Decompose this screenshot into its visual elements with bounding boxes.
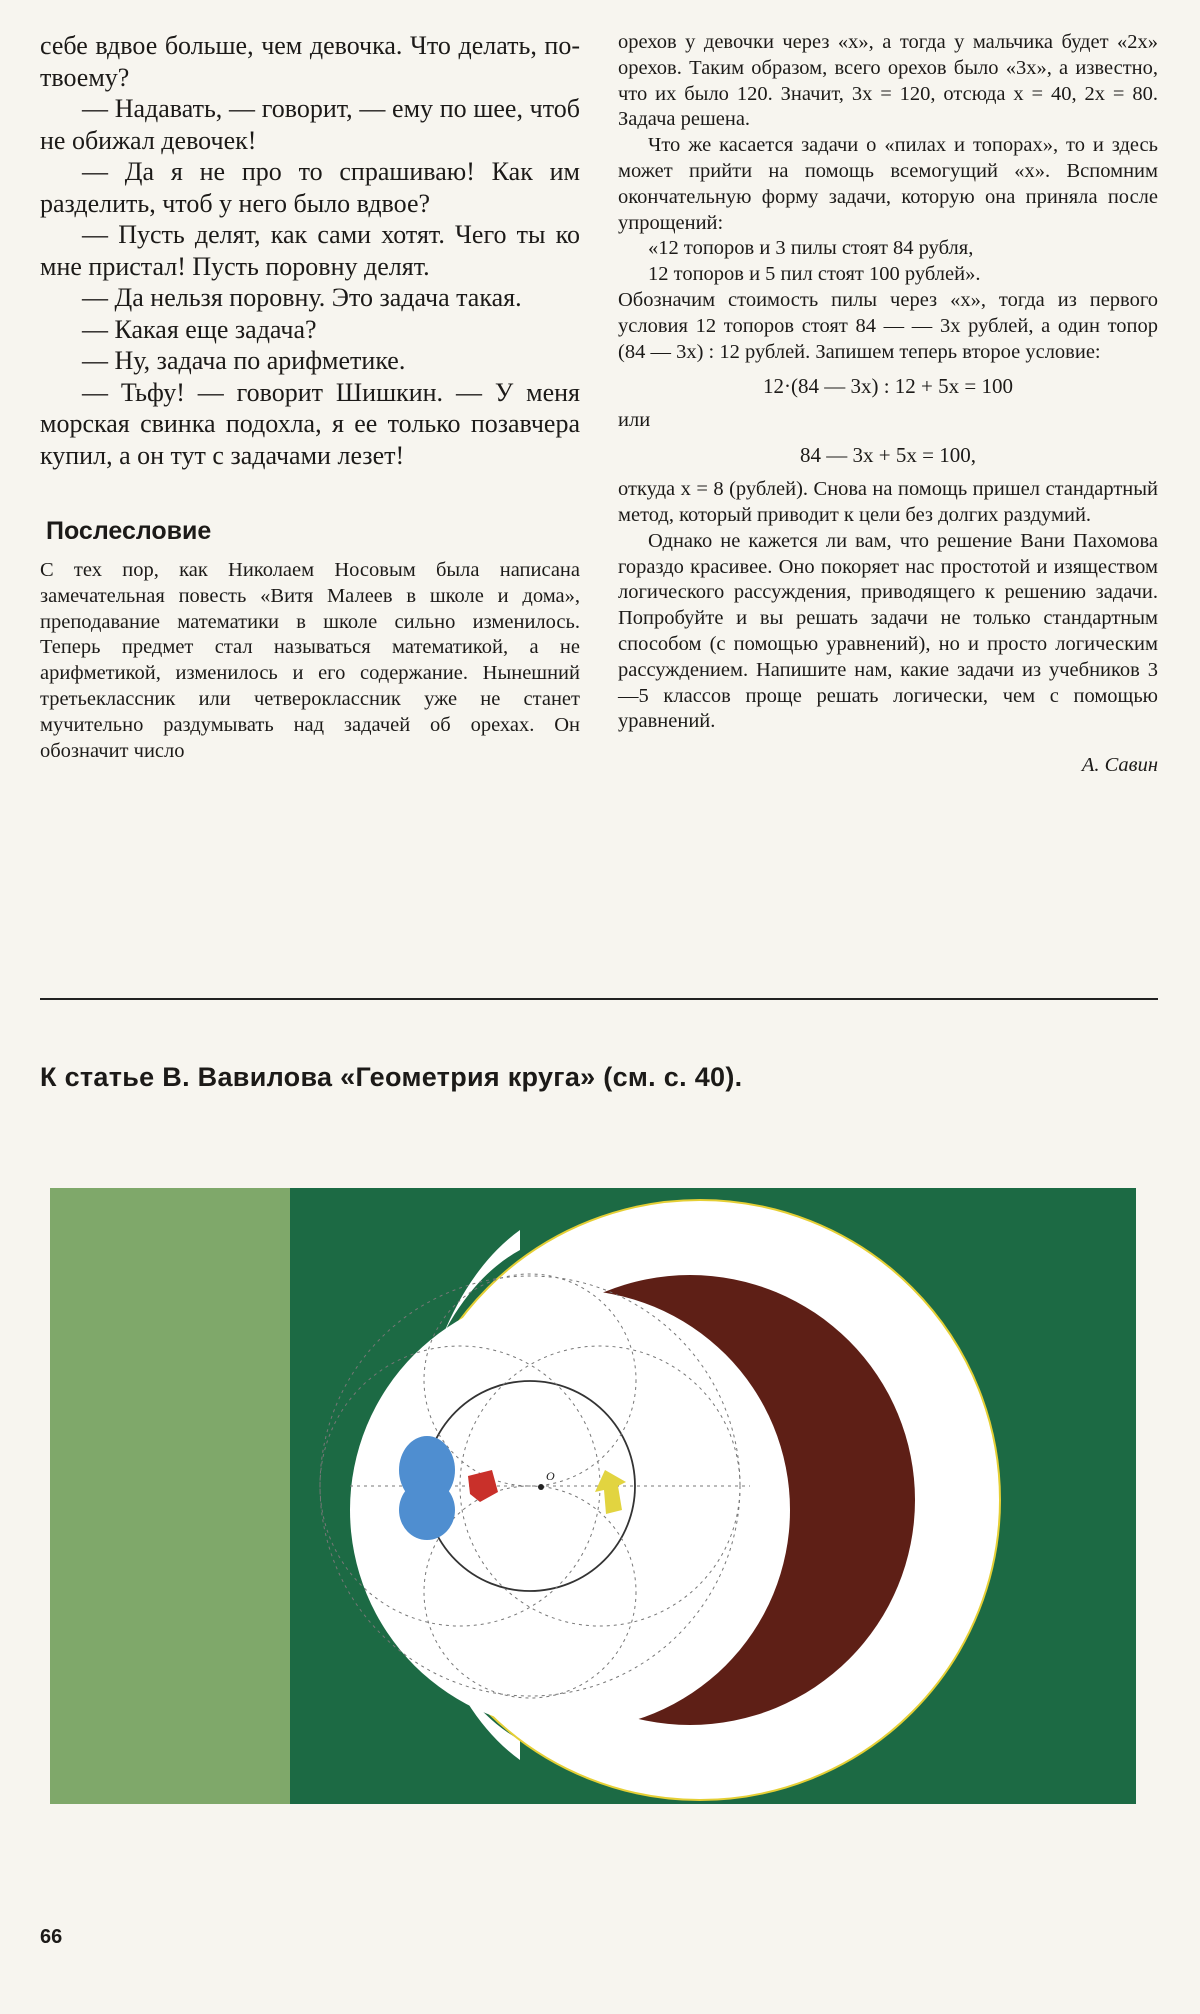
dialogue-line: — Тьфу! — говорит Шишкин. — У меня морская свинка подохла, я ее только позавчера купил, а он тут с задачами лезет!	[40, 377, 580, 470]
dialogue-line: — Да я не про то спрашиваю! Как им разделить, чтоб у него было вдвое?	[40, 157, 580, 218]
figure-caption: К статье В. Вавилова «Геометрия круга» (см. с. 40).	[40, 1062, 743, 1092]
author-signature: А. Савин	[1081, 754, 1158, 777]
page-number: 66	[40, 1926, 63, 1948]
dialogue-line: — Да нельзя поровну. Это задача такая.	[82, 283, 522, 312]
afterword-paragraph: С тех пор, как Николаем Носовым была написана замечательная повесть «Витя Малеев в школе и дома», преподавание математики в школе сильно изменилось. Теперь предмет стал называться математикой, а не арифметикой, изменилось и его содержание. Нынешний третьеклассник или четвероклассник уже не станет мучительно раздумывать над задачей об орехах. Он обозначит число	[40, 559, 580, 762]
or-word: или	[618, 409, 651, 432]
dialogue-line: — Надавать, — говорит, — ему по шее, чтоб не обижал девочек!	[40, 94, 580, 155]
paragraph: Что же касается задачи о «пилах и топорах», то и здесь может прийти на помощь всемогущий «x». Вспомним окончательную форму задачи, которую она приняла после упрощений:	[618, 134, 1158, 234]
afterword-heading: Послесловие	[46, 517, 212, 545]
paragraph: Обозначим стоимость пилы через «x», тогда из первого условия 12 топоров стоят 84 — — 3x рублей, а один топор (84 — 3x) : 12 рублей. Запишем теперь второе условие:	[618, 288, 1158, 363]
section-divider	[40, 998, 1158, 1000]
left-column	[40, 30, 580, 764]
blue-lens	[399, 1480, 455, 1540]
geometry-figure	[50, 1180, 1140, 1810]
dialogue-line: — Какая еще задача?	[82, 314, 317, 344]
quote-line: «12 топоров и 3 пилы стоят 84 рубля,	[648, 237, 974, 260]
paragraph: откуда x = 8 (рублей). Снова на помощь пришел стандартный метод, который приводит к цели без долгих раздумий.	[618, 478, 1158, 526]
formula-1: 12·(84 — 3x) : 12 + 5x = 100	[762, 374, 1013, 399]
dialogue-line: себе вдвое больше, чем девочка. Что делать, по-твоему?	[40, 31, 580, 92]
quote-line: 12 топоров и 5 пил стоят 100 рублей».	[648, 263, 981, 286]
white-slot	[660, 1400, 715, 1640]
right-column	[618, 30, 1158, 779]
formula-2: 84 — 3x + 5x = 100,	[800, 443, 976, 468]
paragraph: орехов у девочки через «x», а тогда у мальчика будет «2x» орехов. Таким образом, всего орехов было «3x», а известно, что их было 120. Значит, 3x = 120, отсюда x = 40, 2x = 80. Задача решена.	[618, 31, 1158, 131]
dialogue-line: — Ну, задача по арифметике.	[82, 346, 406, 375]
center-label: O	[546, 1469, 555, 1483]
paragraph: Однако не кажется ли вам, что решение Вани Пахомова гораздо красивее. Оно покоряет нас простотой и изяществом логического рассуждения, приводящего к решению задачи. Попробуйте и вы решать задачи не только стандартным способом (с помощью уравнений), но и просто логическим рассуждением. Напишите нам, какие задачи из учебников 3—5 классов проще решать логически, чем с помощью уравнений.	[618, 529, 1158, 733]
story-dialogue	[40, 30, 580, 471]
center-point	[538, 1484, 544, 1490]
figure-left-panel	[50, 1188, 290, 1804]
dialogue-line: — Пусть делят, как сами хотят. Чего ты ко мне пристал! Пусть поровну делят.	[40, 220, 580, 281]
